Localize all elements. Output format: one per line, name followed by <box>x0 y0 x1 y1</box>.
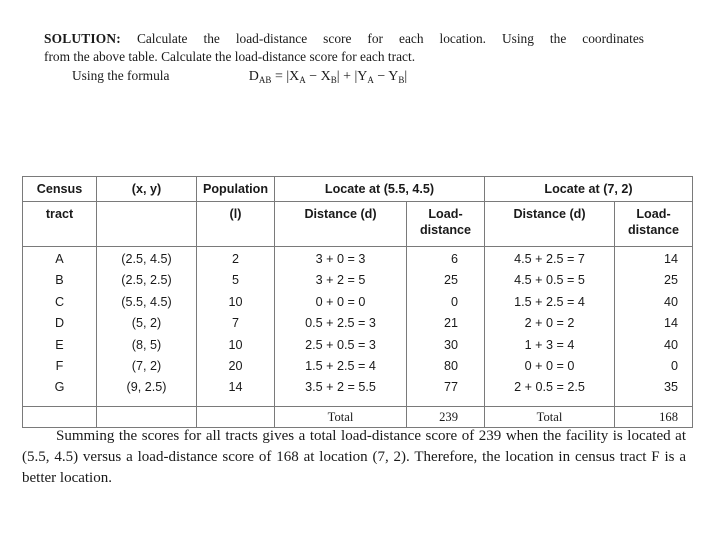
table-cell-xy-6: (7, 2) <box>131 359 162 374</box>
total-blank-3 <box>197 407 275 428</box>
header-distance-2: Distance (d) <box>485 202 615 247</box>
header-tract: tract <box>23 202 97 247</box>
total-value-2: 168 <box>615 407 693 428</box>
header-l: (l) <box>197 202 275 247</box>
table-cell-d2-2: 4.5 + 0.5 = 5 <box>514 273 585 288</box>
table-cell-tract-7: G <box>54 380 65 395</box>
header-load-distance-1: Load- distance <box>407 202 485 247</box>
total-label-1: Total <box>275 407 407 428</box>
table-cell-pop-4: 7 <box>231 316 239 331</box>
table-cell-ld2-5: 40 <box>663 337 678 352</box>
summary-paragraph <box>22 426 686 489</box>
col-xy <box>97 247 197 407</box>
table-cell-d2-5: 1 + 3 = 4 <box>524 337 575 352</box>
table-cell-d1-4: 0.5 + 2.5 = 3 <box>305 316 376 331</box>
intro-line-3 <box>44 67 644 89</box>
table-cell-d1-7: 3.5 + 2 = 5.5 <box>305 380 376 395</box>
table-cell-ld1-4: 21 <box>443 316 458 331</box>
table-cell-d2-4: 2 + 0 = 2 <box>524 316 575 331</box>
col-pop <box>197 247 275 407</box>
header-locate-2: Locate at (7, 2) <box>485 177 693 202</box>
intro-line-1-text: Calculate the load-distance score for each location. Using the coordinates <box>136 31 644 46</box>
table-cell-d1-1: 3 + 0 = 3 <box>315 252 366 266</box>
col-load-distance-1 <box>407 247 485 407</box>
table-cell-d1-5: 2.5 + 0.5 = 3 <box>305 337 376 352</box>
table-cell-ld2-3: 40 <box>663 294 678 309</box>
table-cell-ld1-6: 80 <box>443 359 458 374</box>
total-blank-1 <box>23 407 97 428</box>
table-cell-tract-3: C <box>54 294 65 309</box>
table-cell-ld1-3: 0 <box>450 294 458 309</box>
table-cell-xy-1: (2.5, 4.5) <box>121 252 172 266</box>
table-cell-ld1-1: 6 <box>450 252 458 266</box>
col-tract <box>23 247 97 407</box>
table-cell-pop-7: 14 <box>228 380 243 395</box>
table-header-row-2 <box>23 202 693 247</box>
table-cell-d2-7: 2 + 0.5 = 2.5 <box>514 380 585 395</box>
header-census: Census <box>23 177 97 202</box>
table-cell-d2-3: 1.5 + 2.5 = 4 <box>514 294 585 309</box>
table-cell-xy-7: (9, 2.5) <box>126 380 167 395</box>
formula-intro: Using the formula <box>72 68 170 83</box>
table-cell-ld1-7: 77 <box>443 380 458 395</box>
header-xy: (x, y) <box>97 177 197 202</box>
solution-label: SOLUTION: <box>44 31 121 46</box>
table-header-row-1 <box>23 177 693 202</box>
table-cell-pop-3: 10 <box>228 294 243 309</box>
table-body <box>23 247 693 407</box>
table-cell-tract-1: A <box>55 252 64 266</box>
table-cell-tract-4: D <box>54 316 65 331</box>
table-total-row <box>23 407 693 428</box>
col-distance-1 <box>275 247 407 407</box>
table-cell-tract-2: B <box>55 273 64 288</box>
table-cell-ld2-2: 25 <box>663 273 678 288</box>
intro-line-2: from the above table. Calculate the load-distance score for each tract. <box>44 49 416 64</box>
table-cell-d1-2: 3 + 2 = 5 <box>315 273 366 288</box>
table-cell-ld2-4: 14 <box>663 316 678 331</box>
intro-line-1 <box>44 30 644 48</box>
solution-intro <box>44 30 644 89</box>
header-load-distance-2: Load- distance <box>615 202 693 247</box>
table-cell-xy-2: (2.5, 2.5) <box>121 273 172 288</box>
header-xy-blank <box>97 202 197 247</box>
table-cell-pop-5: 10 <box>228 337 243 352</box>
load-distance-table <box>22 176 693 428</box>
table-cell-tract-5: E <box>55 337 64 352</box>
distance-formula: $D_{AB} = |X_A - X_B| + |Y_A - Y_B|$ <box>248 69 408 85</box>
table-cell-ld1-5: 30 <box>443 337 458 352</box>
table-cell-xy-3: (5.5, 4.5) <box>121 294 172 309</box>
total-blank-2 <box>97 407 197 428</box>
table-cell-ld2-6: 0 <box>670 359 678 374</box>
summary-text: Summing the scores for all tracts gives a total load-distance score of 239 when the facility is located at (5.5, 4.5) versus a load-distance score of 168 at location (7, 2). Therefore, the location in census tract F is a better location. <box>22 428 686 486</box>
table-cell-ld1-2: 25 <box>443 273 458 288</box>
table-cell-pop-1: 2 <box>231 252 239 266</box>
header-population: Population <box>197 177 275 202</box>
col-distance-2 <box>485 247 615 407</box>
table-cell-d1-6: 1.5 + 2.5 = 4 <box>305 359 376 374</box>
table-cell-pop-2: 5 <box>231 273 239 288</box>
table-cell-ld2-7: 35 <box>663 380 678 395</box>
table-cell-xy-4: (5, 2) <box>131 316 162 331</box>
total-value-1: 239 <box>407 407 485 428</box>
table-cell-xy-5: (8, 5) <box>131 337 162 352</box>
header-distance-1: Distance (d) <box>275 202 407 247</box>
header-locate-1: Locate at (5.5, 4.5) <box>275 177 485 202</box>
table-cell-ld2-1: 14 <box>663 252 678 266</box>
table-cell-d1-3: 0 + 0 = 0 <box>315 294 366 309</box>
table-cell-d2-1: 4.5 + 2.5 = 7 <box>514 252 585 266</box>
table-cell-d2-6: 0 + 0 = 0 <box>524 359 575 374</box>
table-cell-tract-6: F <box>55 359 64 374</box>
table-cell-pop-6: 20 <box>228 359 243 374</box>
total-label-2: Total <box>485 407 615 428</box>
col-load-distance-2 <box>615 247 693 407</box>
